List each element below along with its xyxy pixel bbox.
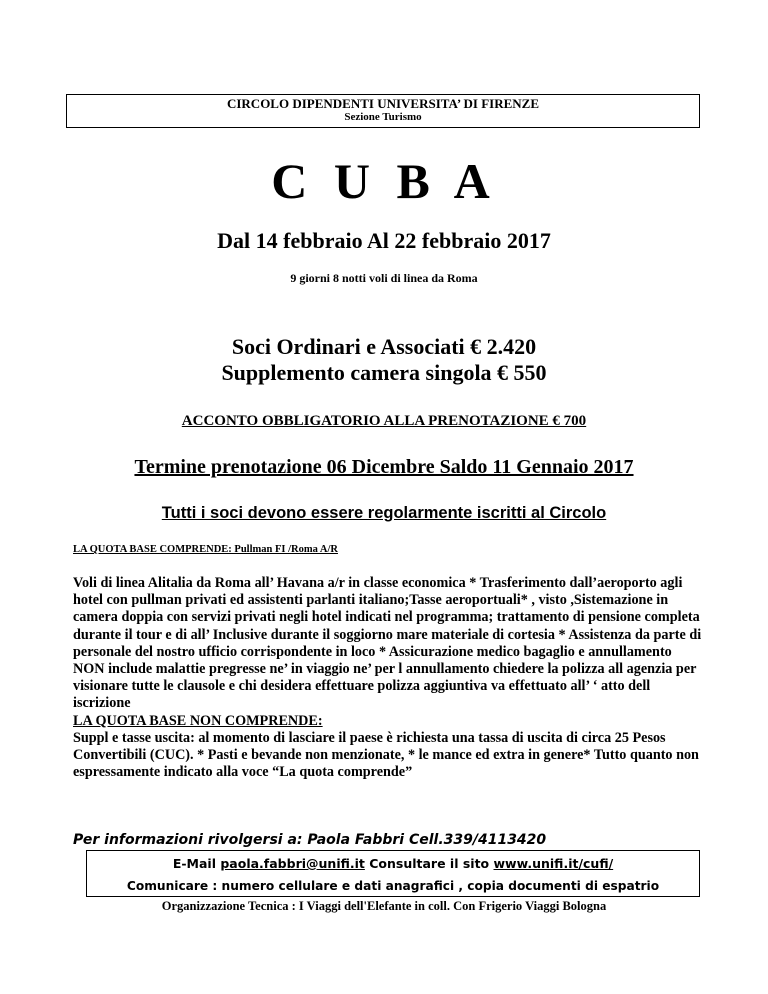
page-title: C U B A [271,153,497,209]
email-link[interactable]: paola.fabbri@unifi.it [220,856,365,871]
footer-organizer: Organizzazione Tecnica : I Viaggi dell'Elefante in coll. Con Frigerio Viaggi Bologna [161,899,607,913]
header-box [66,94,700,128]
email-label: E-Mail [172,856,216,871]
site-label: Consultare il sito [369,856,490,871]
contact-box [86,850,700,897]
membership-note: Tutti i soci devono essere regolarmente iscritti al Circolo [161,504,607,522]
details-body [73,575,705,781]
member-price: Soci Ordinari e Associati € 2.420 [231,334,537,359]
single-supplement-price: Supplemento camera singola € 550 [221,360,547,385]
info-line: Per informazioni rivolgersi a: Paola Fabbri Cell.339/4113420 [73,832,547,848]
excludes-text: Suppl e tasse uscita: al momento di lasciare il paese è richiesta una tassa di uscita di circa 25 Pesos Convertibili (CUC). * Pasti e bevande non menzionate, * le mance ed extra in genere* Tutto quanto non espressamente indicato alla voce “La quota comprende” [73,729,699,781]
organization-name: CIRCOLO DIPENDENTI UNIVERSITA’ DI FIRENZE [226,96,540,111]
trip-info: 9 giorni 8 notti voli di linea da Roma [290,271,478,285]
includes-text: Voli di linea Alitalia da Roma all’ Havana a/r in classe economica * Trasferimento dall’aeroporto agli hotel con pullman privati ed assistenti parlanti italiano;Tasse aeroportuali* , visto ,Sistemazione in camera doppia con servizi privati negli hotel indicati nel programma; trattamento di pensione completa durante il tour e di all’ Inclusive durante il soggiorno mare materiale di cortesia * Assistenza da parte di personale del nostro ufficio corrispondente in loco * Assicurazione medico bagaglio e annullamento NON include malattie pregresse ne’ in viaggio ne’ per l annullamento chiedere la polizza all agenzia per visionare tutte le clausole e chi desidera effettuare polizza aggiuntiva va effettuato all’ ‘ atto dell iscrizione [73,575,702,712]
booking-deadline: Termine prenotazione 06 Dicembre Saldo 11 Gennaio 2017 [134,456,634,478]
excludes-heading: LA QUOTA BASE NON COMPRENDE: [73,712,323,729]
includes-heading: LA QUOTA BASE COMPRENDE: Pullman FI /Roma A/R [73,544,338,555]
trip-dates: Dal 14 febbraio Al 22 febbraio 2017 [217,228,551,253]
contact-line [87,855,699,873]
section-name: Sezione Turismo [344,111,422,123]
deposit-notice: ACCONTO OBBLIGATORIO ALLA PRENOTAZIONE € 700 [181,413,587,429]
site-link[interactable]: www.unifi.it/cufi/ [493,856,614,871]
communicate-line: Comunicare : numero cellulare e dati anagrafici , copia documenti di espatrio [126,879,660,893]
